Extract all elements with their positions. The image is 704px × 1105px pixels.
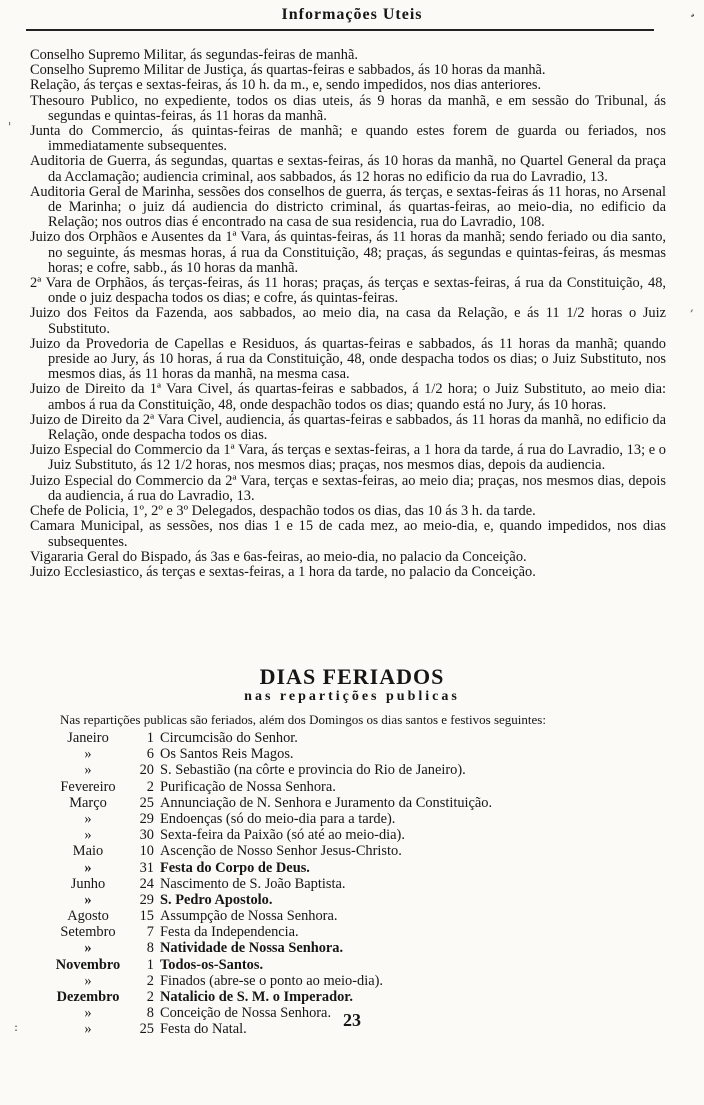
holiday-row xyxy=(46,892,666,908)
holiday-description: Natividade de Nossa Senhora. xyxy=(160,940,344,957)
entry-feitos-fazenda: Juizo dos Feitos da Fazenda, aos sabbados, ao meio dia, na casa da Relação, e ás 11 1/2 horas o Juiz Substituto. xyxy=(30,305,666,337)
holiday-description: Festa da Independencia. xyxy=(160,924,299,941)
entry-juizo-ecclesiastico: Juizo Ecclesiastico, ás terças e sextas-feiras, a 1 hora da tarde, no palacio da Conceição. xyxy=(30,563,536,580)
holiday-row xyxy=(46,973,666,989)
holiday-description: Sexta-feira da Paixão (só até ao meio-dia). xyxy=(160,827,405,844)
holiday-row xyxy=(46,908,666,924)
entry-direito-civel-1: Juizo de Direito da 1ª Vara Civel, ás quartas-feiras e sabbados, á 1/2 hora; o Juiz Substituto, ao meio dia: ambos á rua da Constituição, 48, onde despachão todos os dias; quando está no Jury, ás 10 horas. xyxy=(30,381,666,413)
holiday-description: Purificação de Nossa Senhora. xyxy=(160,778,336,795)
entry-provedoria: Juizo da Provedoria de Capellas e Residuos, ás quartas-feiras e sabbados, ás 11 horas da manhã; quando preside ao Jury, ás 10 horas, á rua da Constituição, 48, onde despacha todos os dias; o Juiz Substituto, nos mesmos dias, ás 11 horas da manhã, na mesma casa. xyxy=(30,335,666,383)
section-subtitle: nas repartições publicas xyxy=(244,689,460,704)
holiday-month: » xyxy=(84,827,92,844)
holiday-description: Todos-os-Santos. xyxy=(160,956,264,973)
holiday-day: 30 xyxy=(139,827,154,844)
holiday-row xyxy=(46,843,666,859)
entry-direito-civel-2: Juizo de Direito da 2ª Vara Civel, audiencia, ás quartas-feiras e sabbados, ás 11 horas da manhã, no edificio da Relação, onde despacha todos os dias. xyxy=(30,411,666,444)
entry-auditoria-guerra: Auditoria de Guerra, ás segundas, quartas e sextas-feiras, ás 10 horas da manhã, no Quartel General da praça da Acclamação; audiencia criminal, aos sabbados, ás 12 horas no edificio da rua do Lavradio, 13. xyxy=(30,153,666,185)
holiday-day: 25 xyxy=(139,1021,154,1038)
holiday-day: 8 xyxy=(146,940,154,957)
holiday-day: 31 xyxy=(139,859,154,876)
holiday-description: Festa do Natal. xyxy=(160,1021,247,1038)
holiday-day: 1 xyxy=(146,956,154,973)
holiday-month: » xyxy=(84,746,92,763)
holiday-month: » xyxy=(84,972,92,989)
holiday-description: Conceição de Nossa Senhora. xyxy=(160,1005,332,1022)
entry-relacao: Relação, ás terças e sextas-feiras, ás 10 h. da m., e, sendo impedidos, nos dias anteriores. xyxy=(30,77,542,94)
holiday-description: S. Sebastião (na côrte e provincia do Rio de Janeiro). xyxy=(160,762,466,779)
margin-mark: : xyxy=(14,1020,19,1034)
holiday-day: 7 xyxy=(146,924,154,941)
holiday-row xyxy=(46,811,666,827)
holiday-row xyxy=(46,746,666,762)
holiday-day: 10 xyxy=(139,843,154,860)
holiday-row xyxy=(46,940,666,956)
entry-juizo-orphaos-1: Juizo dos Orphãos e Ausentes da 1ª Vara, ás quintas-feiras, ás 11 horas da manhã; sendo feriado ou dia santo, no seguinte, ás mesmas horas, á rua da Constituição, 48; praças, ás segundas e quintas-feiras, ás mesmas horas; e cofre, sabb., ás 10 horas da manhã. xyxy=(30,229,666,276)
holiday-day: 8 xyxy=(146,1005,154,1022)
holiday-description: Endoenças (só do meio-dia para a tarde). xyxy=(160,810,396,827)
holiday-row xyxy=(46,924,666,940)
holiday-month: Setembro xyxy=(60,924,116,941)
holiday-day: 1 xyxy=(146,730,154,746)
holiday-row xyxy=(46,762,666,778)
holiday-day: 15 xyxy=(139,908,154,925)
holiday-day: 20 xyxy=(139,762,154,779)
entry-thesouro-publico: Thesouro Publico, no expediente, todos os dias uteis, ás 9 horas da manhã, e em sessão do Tribunal, ás segundas e quintas-feiras, ás 11 horas da manhã. xyxy=(30,92,666,124)
entry-camara-municipal: Camara Municipal, as sessões, nos dias 1 e 15 de cada mez, ao meio-dia, e, quando impedidos, nos dias subsequentes. xyxy=(30,518,666,550)
holiday-month: Junho xyxy=(70,875,106,892)
office-hours-list xyxy=(30,48,666,580)
holiday-row xyxy=(46,860,666,876)
page-number: 23 xyxy=(343,1010,361,1030)
holiday-month: Maio xyxy=(72,843,104,860)
holiday-day: 29 xyxy=(139,810,154,827)
holiday-month: » xyxy=(84,859,92,876)
entry-conselho-supremo-justica: Conselho Supremo Militar de Justiça, ás quartas-feiras e sabbados, ás 10 horas da manhã. xyxy=(30,62,546,79)
entry-junta-commercio: Junta do Commercio, ás quintas-feiras de manhã; e quando estes forem de guarda ou feriados, nos immediatamente subsequentes. xyxy=(30,123,666,155)
holiday-row xyxy=(46,779,666,795)
entry-conselho-supremo-militar: Conselho Supremo Militar, ás segundas-feiras de manhã. xyxy=(30,47,358,63)
header-rule xyxy=(26,29,654,31)
holiday-table xyxy=(46,730,666,1038)
holiday-description: Festa do Corpo de Deus. xyxy=(160,859,310,876)
holiday-month: » xyxy=(84,891,92,908)
entry-commercio-1: Juizo Especial do Commercio da 1ª Vara, ás terças e sextas-feiras, a 1 hora da tarde, á rua do Lavradio, 13; e o Juiz Substituto, ás 12 1/2 horas, nos mesmos dias; praças, nos mesmos dias, depois da audiencia. xyxy=(30,442,666,474)
holiday-description: Natalicio de S. M. o Imperador. xyxy=(160,989,353,1005)
corner-mark: ¸ xyxy=(689,2,696,18)
margin-mark: ' xyxy=(8,120,12,134)
holiday-month: Março xyxy=(69,794,107,811)
holiday-month: » xyxy=(84,1021,92,1038)
entry-vigararia: Vigararia Geral do Bispado, ás 3as e 6as-feiras, ao meio-dia, no palacio da Conceição. xyxy=(30,548,527,565)
holiday-month: Novembro xyxy=(55,956,121,973)
holiday-row xyxy=(46,876,666,892)
running-header: Informações Uteis xyxy=(281,6,423,23)
holiday-day: 25 xyxy=(139,794,154,811)
margin-mark: , xyxy=(690,300,694,314)
entry-chefe-policia: Chefe de Policia, 1º, 2º e 3º Delegados, despachão todos os dias, das 10 ás 3 h. da tarde. xyxy=(30,503,536,520)
holiday-day: 2 xyxy=(146,989,154,1005)
holiday-month: Janeiro xyxy=(67,730,109,746)
holiday-day: 6 xyxy=(146,746,154,763)
holiday-description: S. Pedro Apostolo. xyxy=(160,891,273,908)
holiday-month: » xyxy=(84,810,92,827)
holiday-day: 24 xyxy=(139,875,154,892)
holiday-month: Agosto xyxy=(67,908,109,925)
holiday-description: Circumcisão do Senhor. xyxy=(160,730,298,746)
holiday-row xyxy=(46,795,666,811)
holiday-row xyxy=(46,957,666,973)
holiday-intro: Nas repartições publicas são feriados, além dos Domingos os dias santos e festivos seguintes: xyxy=(60,712,546,727)
holiday-description: Finados (abre-se o ponto ao meio-dia). xyxy=(160,972,383,989)
entry-auditoria-marinha: Auditoria Geral de Marinha, sessões dos conselhos de guerra, ás terças, e sextas-feiras ás 11 horas, no Arsenal de Marinha; o juiz dá audiencia do districto criminal, ás quartas-feiras, ao meio-dia, no edificio da Relação; nos outros dias é encontrado na casa de sua residencia, rua do Lavradio, 108. xyxy=(30,183,666,231)
holiday-description: Assumpção de Nossa Senhora. xyxy=(160,908,338,925)
holiday-row xyxy=(46,989,666,1005)
holiday-month: » xyxy=(84,762,92,779)
holiday-description: Ascenção de Nosso Senhor Jesus-Christo. xyxy=(160,843,402,860)
holiday-description: Nascimento de S. João Baptista. xyxy=(160,875,346,892)
entry-orphaos-2: 2ª Vara de Orphãos, ás terças-feiras, ás 11 horas; praças, ás terças e sextas-feiras, á rua da Constituição, 48, onde o juiz despacha todos os dias; e cofre, ás quintas-feiras. xyxy=(30,275,666,307)
holiday-month: » xyxy=(84,1005,92,1022)
holiday-description: Os Santos Reis Magos. xyxy=(160,746,294,763)
holiday-day: 2 xyxy=(146,778,154,795)
holiday-day: 2 xyxy=(146,972,154,989)
entry-commercio-2: Juizo Especial do Commercio da 2ª Vara, terças e sextas-feiras, ao meio dia; praças, nos mesmos dias, depois da audiencia, á rua do Lavradio, 13. xyxy=(30,472,666,504)
holiday-day: 29 xyxy=(139,891,154,908)
holiday-row xyxy=(46,827,666,843)
section-title: DIAS FERIADOS xyxy=(259,664,445,689)
holiday-month: Dezembro xyxy=(56,989,120,1005)
holiday-month: » xyxy=(84,940,92,957)
holiday-month: Fevereiro xyxy=(60,778,116,795)
holiday-description: Annunciação de N. Senhora e Juramento da Constituição. xyxy=(160,794,493,811)
holiday-row xyxy=(46,730,666,746)
